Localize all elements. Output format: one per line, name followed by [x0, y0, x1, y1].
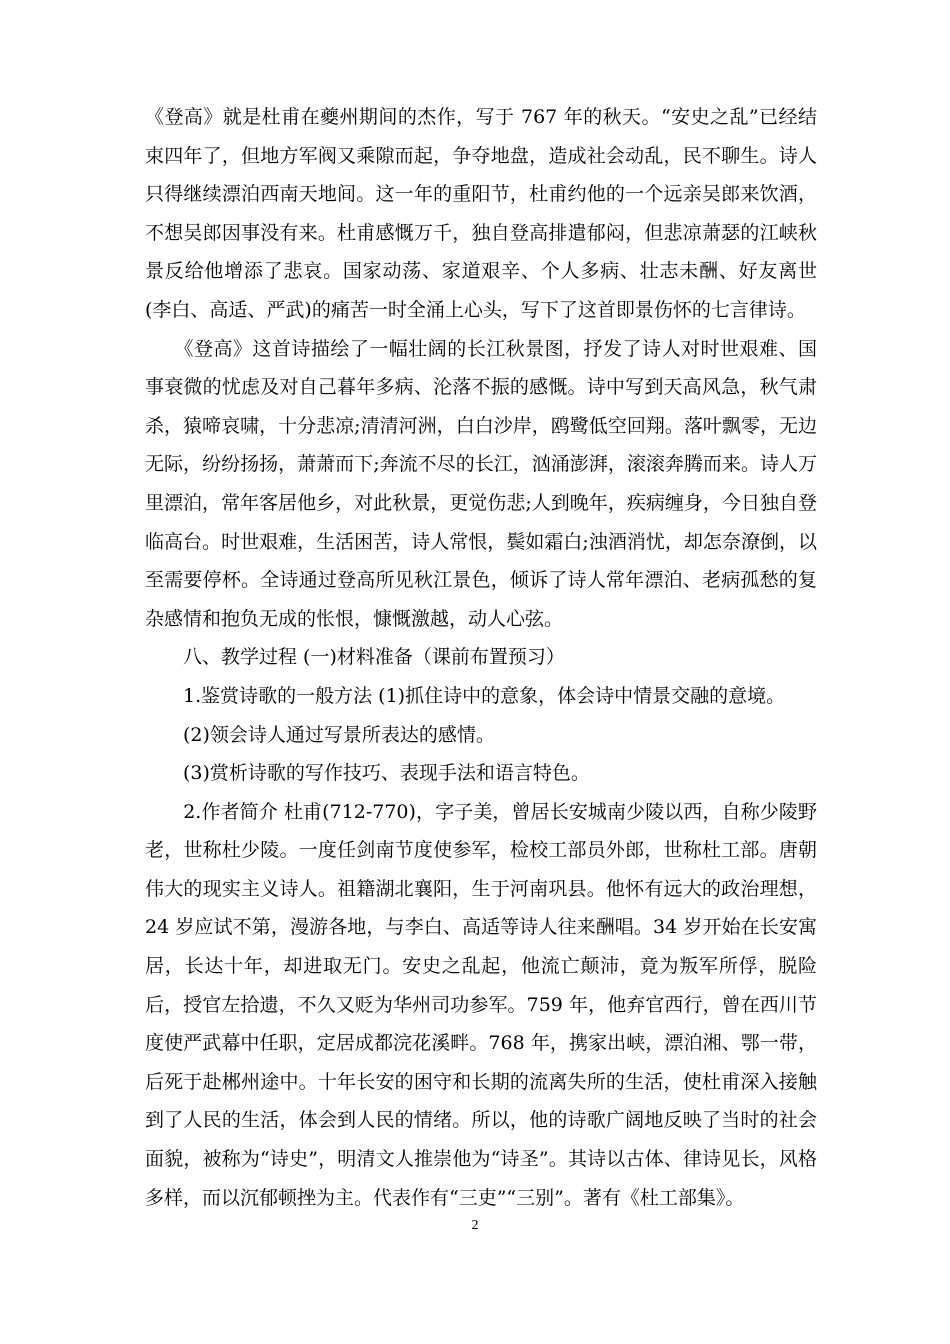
paragraph-method-2: (2)领会诗人通过写景所表达的感情。 [145, 723, 495, 746]
paragraph-method-3: (3)赏析诗歌的写作技巧、表现手法和语言特色。 [145, 762, 590, 785]
paragraph-poem-analysis: 《登高》这首诗描绘了一幅壮阔的长江秋景图，抒发了诗人对时世艰难、国事衰微的忧虑及对自己暮年多病、沦落不振的感慨。诗中写到天高风急，秋气肃杀，猿啼哀啸，十分悲凉;清清河洲，白白沙岸，鸥鹭低空回翔。落叶飘零，无边无际，纷纷扬扬，萧萧而下;奔流不尽的长江，汹涌澎湃，滚滚奔腾而来。诗人万里漂泊，常年客居他乡，对此秋景，更觉伤悲;人到晚年，疾病缠身，今日独自登临高台。时世艰难，生活困苦，诗人常恨，鬓如霜白;浊酒消忧，却怎奈潦倒，以至需要停杯。全诗通过登高所见秋江景色，倾诉了诗人常年漂泊、老病孤愁的复杂感情和抱负无成的怅恨，慷慨激越，动人心弦。 [145, 337, 817, 630]
paragraph-background: 《登高》就是杜甫在夔州期间的杰作，写于 767 年的秋天。“安史之乱”已经结束四年了，但地方军阀又乘隙而起，争夺地盘，造成社会动乱，民不聊生。诗人只得继续漂泊西南天地间。这一年的重阳节，杜甫约他的一个远亲吴郎来饮酒，不想吴郎因事没有来。杜甫感慨万千，独自登高排遣郁闷，但悲凉萧瑟的江峡秋景反给他增添了悲哀。国家动荡、家道艰辛、个人多病、壮志未酬、好友离世(李白、高适、严武)的痛苦一时全涌上心头，写下了这首即景伤怀的七言律诗。 [145, 106, 817, 321]
document-body [145, 98, 817, 1217]
paragraph-author-intro: 2.作者简介 杜甫(712-770)，字子美，曾居长安城南少陵以西，自称少陵野老，世称杜少陵。一度任剑南节度使参军，检校工部员外郎，世称杜工部。唐朝伟大的现实主义诗人。祖籍湖北襄阳，生于河南巩县。他怀有远大的政治理想，24 岁应试不第，漫游各地，与李白、高适等诗人往来酬唱。34 岁开始在长安寓居，长达十年，却进取无门。安史之乱起，他流亡颠沛，竟为叛军所俘，脱险后，授官左拾遗，不久又贬为华州司功参军。759 年，他弃官西行，曾在西川节度使严武幕中任职，定居成都浣花溪畔。768 年，携家出峡，漂泊湘、鄂一带，后死于赴郴州途中。十年长安的困守和长期的流离失所的生活，使杜甫深入接触到了人民的生活，体会到人民的情绪。所以，他的诗歌广阔地反映了当时的社会面貌，被称为“诗史”，明清文人推崇他为“诗圣”。其诗以古体、律诗见长，风格多样，而以沉郁顿挫为主。代表作有“三吏”“三别”。著有《杜工部集》。 [145, 800, 817, 1209]
page-number: 2 [471, 1218, 479, 1233]
paragraph-teaching-process: 八、教学过程 (一)材料准备（课前布置预习） [145, 646, 565, 669]
paragraph-method-1: 1.鉴赏诗歌的一般方法 (1)抓住诗中的意象，体会诗中情景交融的意境。 [145, 684, 786, 707]
